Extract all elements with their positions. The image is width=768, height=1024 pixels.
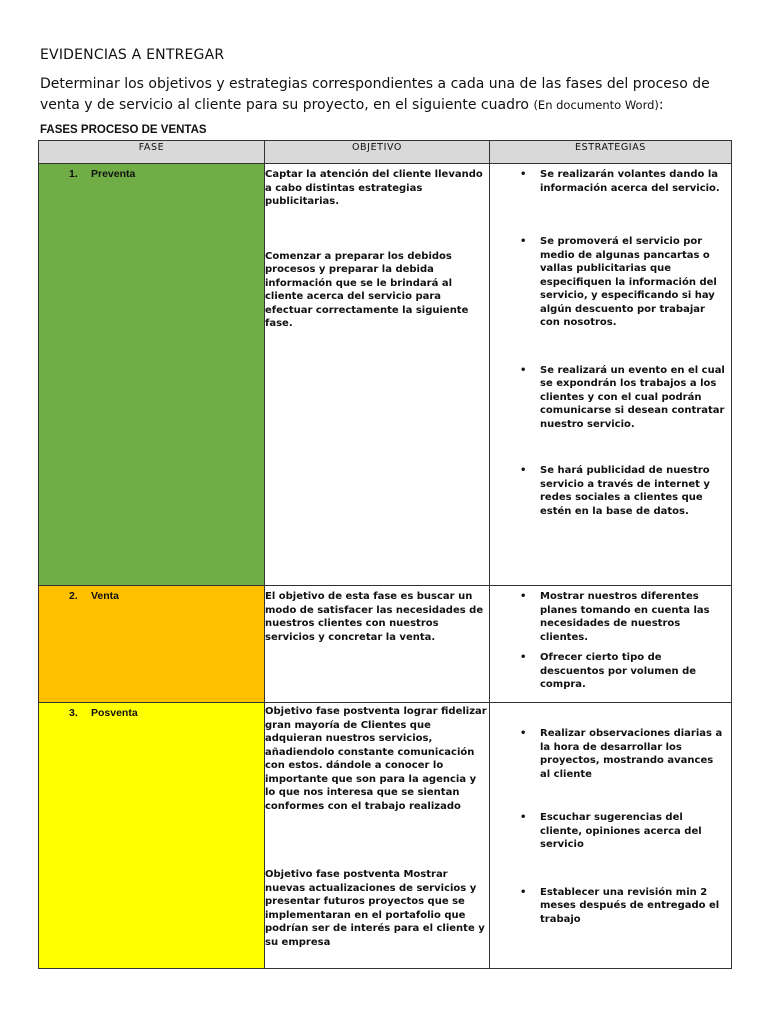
objective-cell xyxy=(265,586,490,703)
sales-phases-table xyxy=(38,140,732,969)
bullet-glyph: • xyxy=(520,465,527,476)
column-header-fase: FASE xyxy=(39,141,265,164)
bullet-glyph: • xyxy=(520,728,527,739)
phase-number: 2. xyxy=(69,590,78,602)
objective-text: Objetivo fase postventa Mostrar nuevas actualizaciones de servicios y presentar futuros proyectos que se implementaran en el portafolio que podrían ser de interés para el cliente y su empresa xyxy=(265,869,485,948)
strategy-text: Se promoverá el servicio por medio de algunas pancartas o vallas publicitarias que especifiquen la información del servicio, y especificando si hay algún descuento por trabajar con nosotros. xyxy=(540,236,717,328)
table-title: FASES PROCESO DE VENTAS xyxy=(40,124,207,136)
column-header-objetivo: OBJETIVO xyxy=(265,141,490,164)
bullet-glyph: • xyxy=(520,652,527,663)
objective-cell xyxy=(265,703,490,969)
strategy-item xyxy=(490,886,731,927)
strategy-item xyxy=(490,235,731,330)
strategy-text: Se hará publicidad de nuestro servicio a través de internet y redes sociales a clientes que estén en la base de datos. xyxy=(540,465,710,517)
objective-text: Objetivo fase postventa lograr fidelizar gran mayoría de Clientes que adquieran nuestros servicios, añadiendolo constante comunicación con estos. dándole a conocer lo importante que son para la agencia y lo que nos interesa que se sientan conformes con el trabajo realizado xyxy=(265,706,487,812)
intro-paragraph xyxy=(40,74,740,116)
phase-cell-posventa xyxy=(39,703,265,969)
phase-cell-preventa xyxy=(39,164,265,586)
objective-text: Captar la atención del cliente llevando a cabo distintas estrategias publicitarias. xyxy=(265,169,483,207)
table-row-posventa xyxy=(39,703,732,969)
phase-number: 1. xyxy=(69,168,78,180)
strategy-text: Realizar observaciones diarias a la hora de desarrollar los proyectos, mostrando avances al cliente xyxy=(540,728,723,780)
table-header-row xyxy=(39,141,732,164)
bullet-glyph: • xyxy=(520,886,527,898)
bullet-glyph: • xyxy=(520,236,527,247)
strategy-item xyxy=(490,590,731,644)
section-heading: EVIDENCIAS A ENTREGAR xyxy=(40,47,225,63)
strategies-cell xyxy=(490,703,732,969)
strategies-cell xyxy=(490,164,732,586)
phase-cell-venta xyxy=(39,586,265,703)
strategy-text: Escuchar sugerencias del cliente, opiniones acerca del servicio xyxy=(540,812,702,850)
bullet-glyph: • xyxy=(520,591,527,602)
bullet-glyph: • xyxy=(520,364,527,376)
strategies-list xyxy=(490,590,731,692)
strategy-item xyxy=(490,651,731,692)
strategies-list xyxy=(490,727,731,926)
strategy-item xyxy=(490,464,731,518)
strategy-item xyxy=(490,168,731,195)
phase-name: Preventa xyxy=(91,168,136,180)
objective-text: Comenzar a preparar los debidos procesos y preparar la debida información que se le brindará al cliente acerca del servicio para efectuar correctamente la siguiente fase. xyxy=(265,250,469,329)
strategy-text: Mostrar nuestros diferentes planes tomando en cuenta las necesidades de nuestros clientes. xyxy=(540,591,710,643)
intro-note: (En documento Word) xyxy=(533,98,659,112)
strategy-item xyxy=(490,811,731,852)
strategies-list xyxy=(490,168,731,518)
objective-cell xyxy=(265,164,490,586)
column-header-estrategias: ESTRATEGIAS xyxy=(490,141,732,164)
bullet-glyph: • xyxy=(520,812,527,823)
table-row-venta xyxy=(39,586,732,703)
phase-number: 3. xyxy=(69,707,78,719)
strategy-text: Establecer una revisión min 2 meses después de entregado el trabajo xyxy=(540,886,720,925)
bullet-glyph: • xyxy=(520,169,527,180)
phase-name: Venta xyxy=(91,590,120,602)
strategy-text: Ofrecer cierto tipo de descuentos por volumen de compra. xyxy=(540,652,697,690)
intro-text: Determinar los objetivos y estrategias correspondientes a cada una de las fases del proceso de venta y de servicio al cliente para su proyecto, en el siguiente cuadro xyxy=(40,76,710,113)
intro-end: : xyxy=(658,97,664,113)
strategies-cell xyxy=(490,586,732,703)
strategy-text: Se realizarán volantes dando la información acerca del servicio. xyxy=(540,169,720,194)
phase-name: Posventa xyxy=(91,707,138,719)
strategy-item xyxy=(490,364,731,432)
strategy-text: Se realizará un evento en el cual se expondrán los trabajos a los clientes y con el cual podrán comunicarse si desean contratar nuestro servicio. xyxy=(540,364,725,430)
table-row-preventa xyxy=(39,164,732,586)
objective-text: El objetivo de esta fase es buscar un modo de satisfacer las necesidades de nuestros clientes con nuestros servicios y concretar la venta. xyxy=(265,591,484,643)
strategy-item xyxy=(490,727,731,781)
